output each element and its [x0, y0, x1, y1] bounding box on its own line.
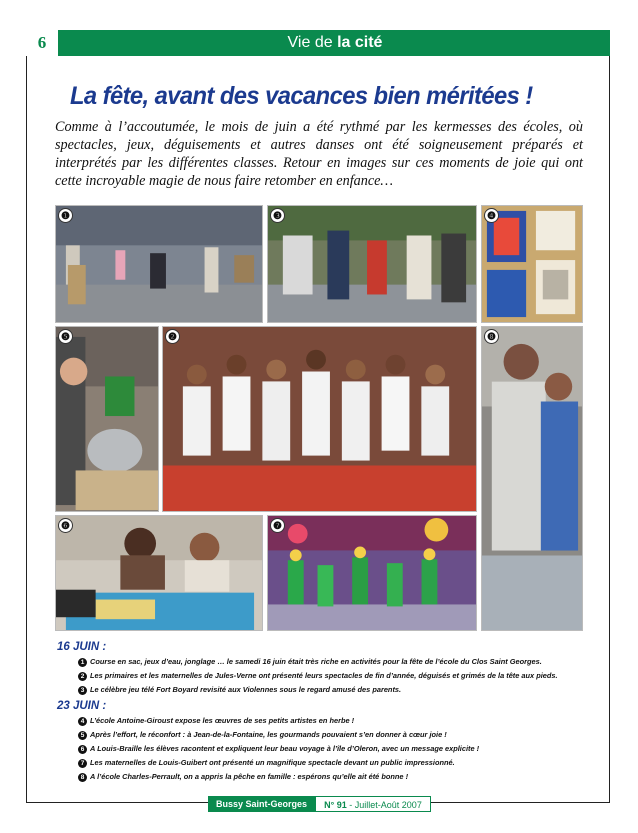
- photo-badge-6: ❻: [58, 518, 73, 533]
- caption-item-3: [78, 685, 401, 695]
- photo-snack: [55, 326, 159, 512]
- caption-item-5: [78, 730, 447, 740]
- caption-item-2: [78, 671, 558, 681]
- caption-item-8: [78, 772, 408, 782]
- article-intro: Comme à l’accoutumée, le mois de juin a été rythmé par les kermesses des écoles, où spectacles, jeux, déguisements et autres danses ont été soigneusement préparés et interprétés par les différentes classes. Retour en images sur ces moments de joie qui ont cette incroyable magie de nous faire retomber en enfance…: [55, 119, 583, 189]
- caption-text-5: Après l’effort, le réconfort : à Jean-de-la-Fontaine, les gourmands pouvaient s’en donner à cœur joie !: [90, 730, 447, 739]
- photo-artworks: [481, 205, 583, 323]
- caption-text-4: L’école Antoine-Giroust expose les œuvres de ses petits artistes en herbe !: [90, 716, 355, 725]
- photo-dancing-children: [162, 326, 477, 512]
- caption-number-7: 7: [78, 759, 87, 768]
- footer-issue-number: N° 91: [324, 800, 347, 810]
- footer-city: Bussy Saint-Georges: [208, 796, 315, 812]
- photo-badge-8: ❽: [484, 329, 499, 344]
- section-accent: la cité: [337, 34, 383, 51]
- caption-text-8: A l’école Charles-Perrault, on a appris la pêche en famille : espérons qu’elle ait été bonne !: [90, 772, 409, 781]
- photo-fort-boyard-image: [268, 206, 476, 322]
- caption-number-3: 3: [78, 686, 87, 695]
- photo-fishing-image: [482, 327, 582, 630]
- caption-text-1: Course en sac, jeux d’eau, jonglage … le samedi 16 juin était très riche en activités pour la fête de l’école du Clos Saint Georges.: [90, 657, 542, 666]
- photo-snack-image: [56, 327, 158, 511]
- caption-date-23-juin: 23 JUIN :: [57, 700, 107, 712]
- photo-badge-5: ❺: [58, 329, 73, 344]
- photo-badge-7: ❼: [270, 518, 285, 533]
- photo-show: [267, 515, 477, 631]
- photo-presentation: [55, 515, 263, 631]
- caption-number-1: 1: [78, 658, 87, 667]
- photo-badge-2: ❷: [165, 329, 180, 344]
- caption-item-1: [78, 657, 542, 667]
- section-title: [60, 30, 610, 56]
- page-number: 6: [26, 30, 59, 56]
- footer-issue-period: - Juillet-Août 2007: [346, 800, 422, 810]
- footer-issue: [315, 796, 431, 812]
- photo-fishing: [481, 326, 583, 631]
- caption-text-3: Le célèbre jeu télé Fort Boyard revisité aux Violennes sous le regard amusé des parents.: [90, 685, 402, 694]
- caption-item-7: [78, 758, 455, 768]
- photo-badge-4: ❹: [484, 208, 499, 223]
- caption-text-2: Les primaires et les maternelles de Jules-Verne ont présenté leurs spectacles de fin d’année, déguisés et grimés de la tête aux pieds.: [90, 671, 558, 680]
- caption-text-7: Les maternelles de Louis-Guibert ont présenté un magnifique spectacle devant un public impressionné.: [90, 758, 455, 767]
- photo-sack-race-image: [56, 206, 262, 322]
- photo-dancing-children-image: [163, 327, 476, 511]
- photo-show-image: [268, 516, 476, 630]
- caption-number-6: 6: [78, 745, 87, 754]
- caption-number-4: 4: [78, 717, 87, 726]
- caption-date-16-juin: 16 JUIN :: [57, 641, 107, 653]
- photo-fort-boyard: [267, 205, 477, 323]
- section-prefix: Vie de: [287, 34, 333, 51]
- photo-artworks-image: [482, 206, 582, 322]
- caption-number-5: 5: [78, 731, 87, 740]
- caption-number-2: 2: [78, 672, 87, 681]
- article-title: La fête, avant des vacances bien méritées !: [70, 82, 533, 110]
- photo-badge-3: ❸: [270, 208, 285, 223]
- caption-text-6: A Louis-Braille les élèves racontent et expliquent leur beau voyage à l’île d’Oleron, avec un message explicite !: [90, 744, 480, 753]
- caption-item-6: [78, 744, 479, 754]
- photo-sack-race: [55, 205, 263, 323]
- caption-number-8: 8: [78, 773, 87, 782]
- caption-item-4: [78, 716, 354, 726]
- photo-presentation-image: [56, 516, 262, 630]
- photo-badge-1: ❶: [58, 208, 73, 223]
